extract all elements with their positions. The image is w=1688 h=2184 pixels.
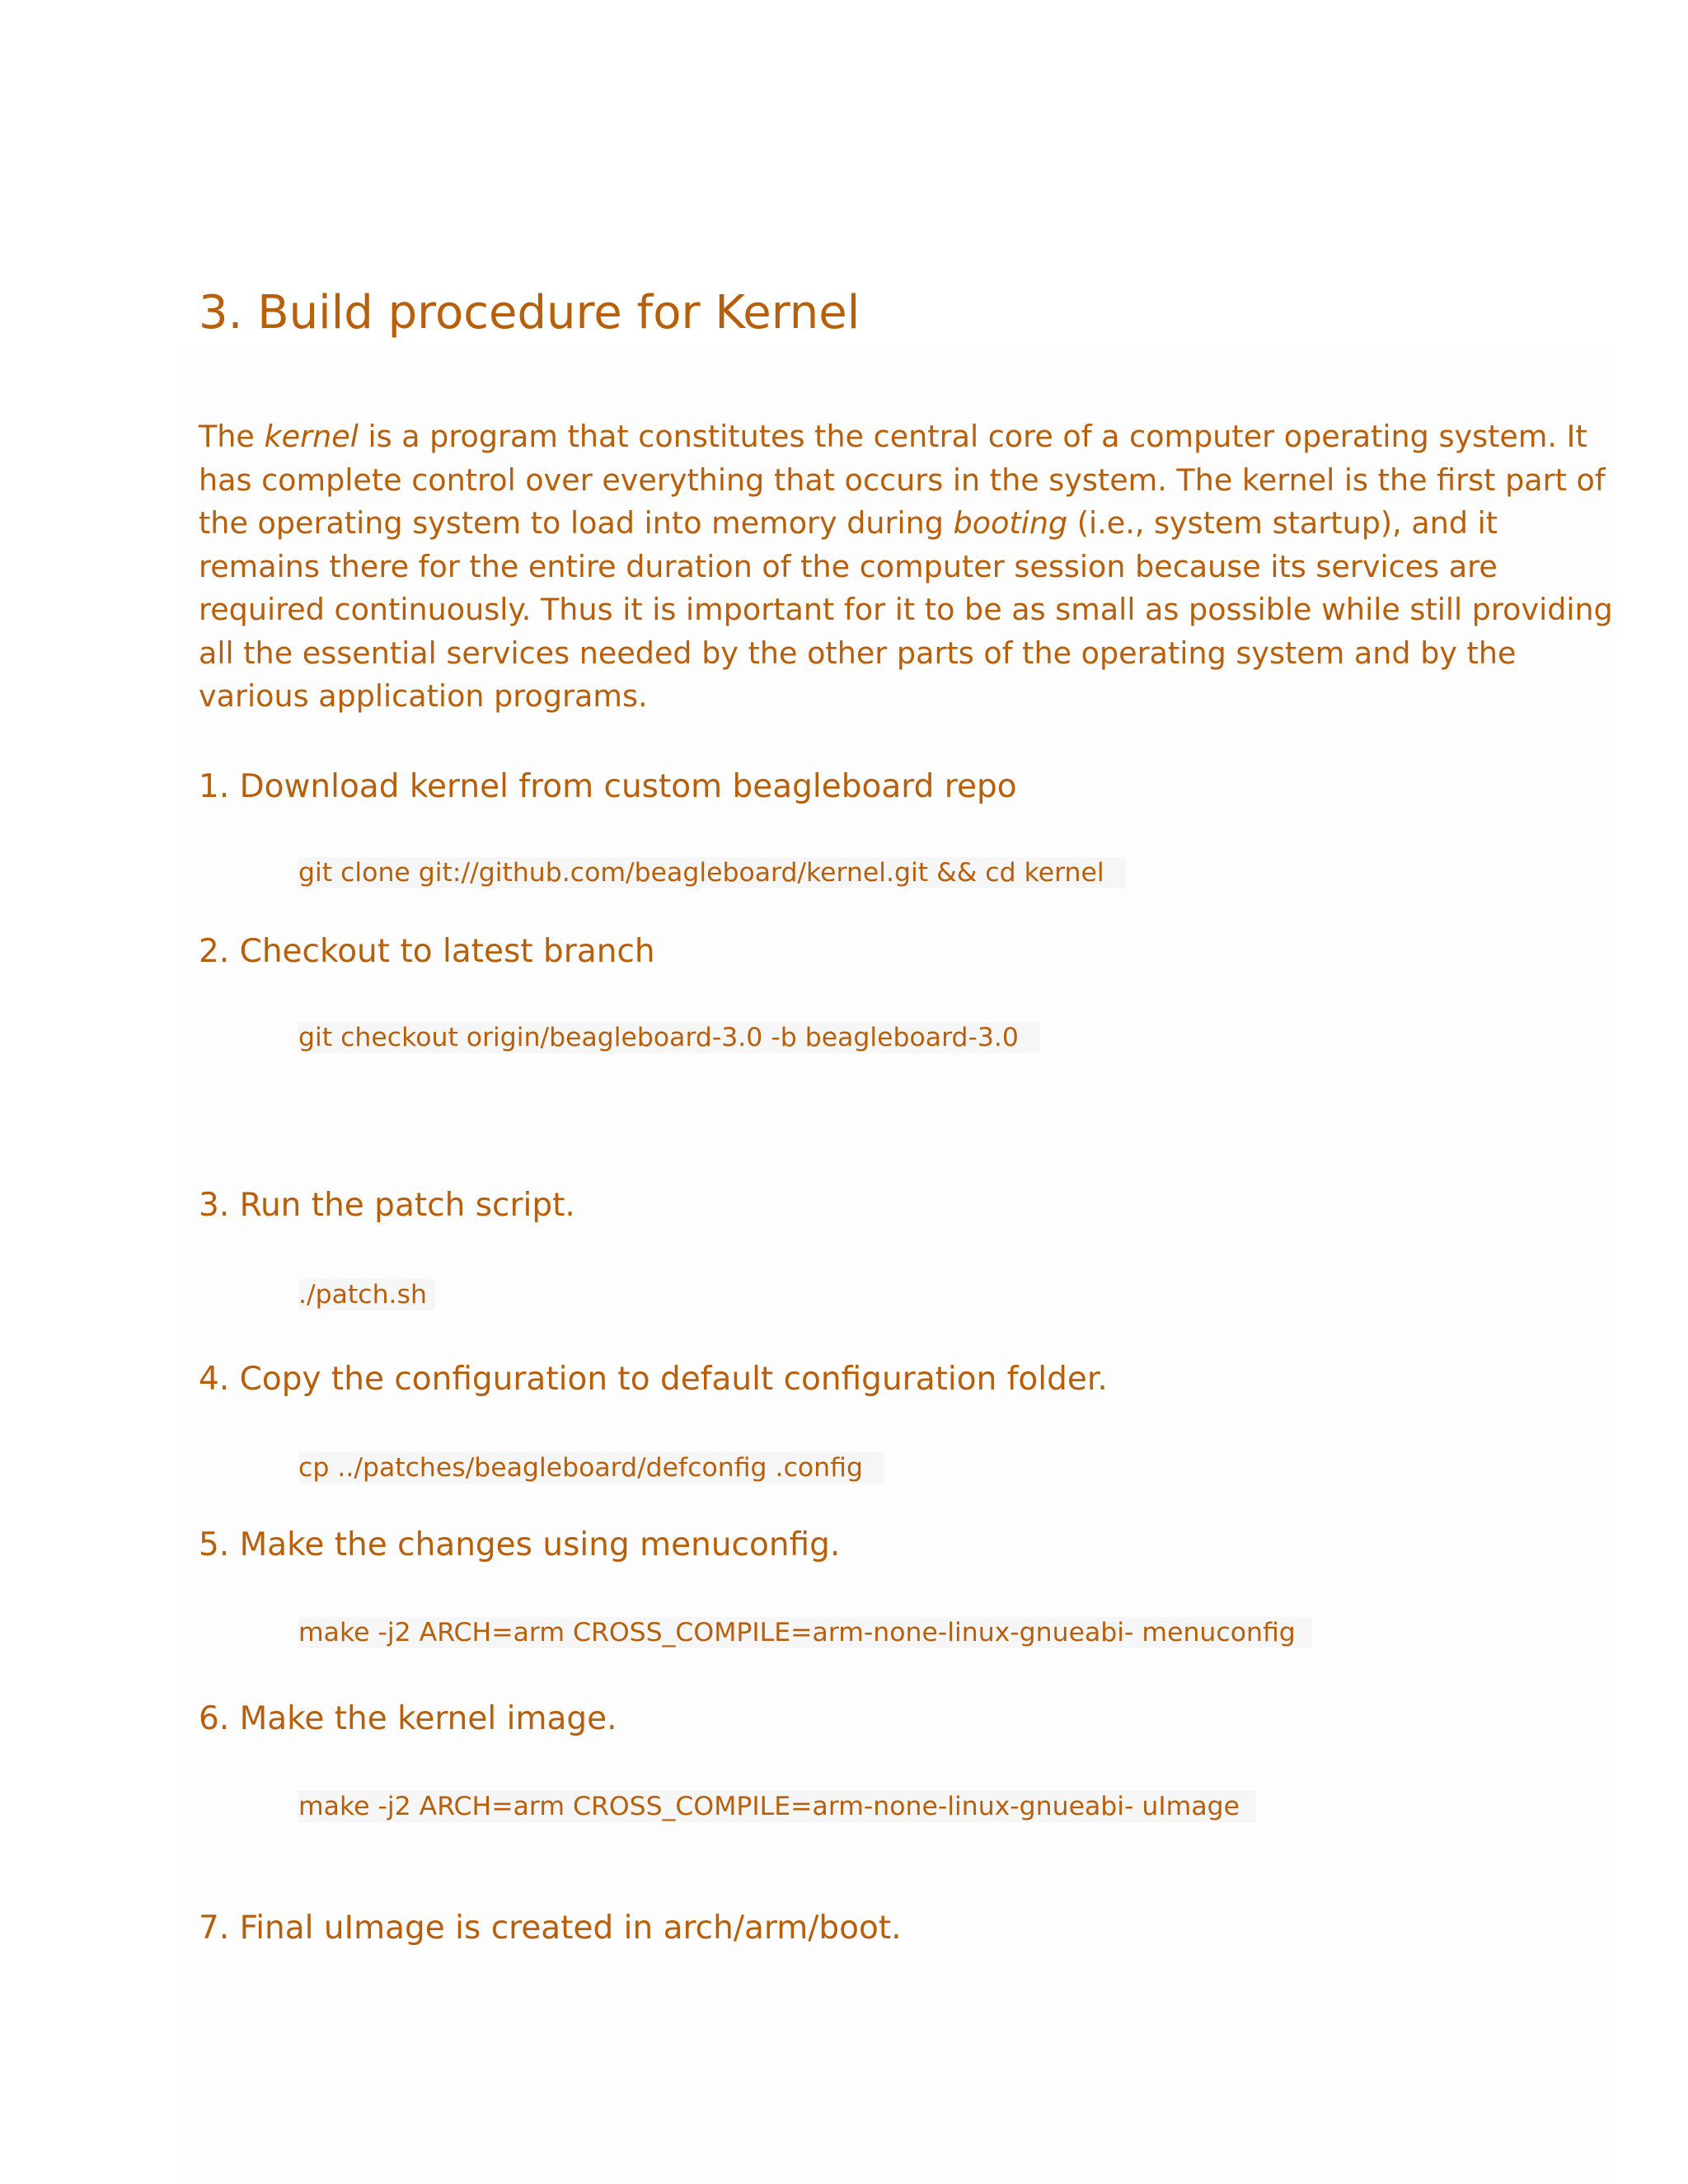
intro-emphasis-booting: booting	[953, 505, 1068, 541]
step-1-label: 1. Download kernel from custom beagleboard repo	[199, 768, 1017, 805]
step-6-label: 6. Make the kernel image.	[199, 1700, 617, 1737]
step-3-command[interactable]: ./patch.sh	[298, 1279, 435, 1310]
intro-paragraph	[199, 415, 1625, 719]
intro-text-2: is a program that constitutes the central core of a computer operating system. It has complete control over everything that occurs in the system. The kernel is the first part of the operating system to load into memory during	[199, 419, 1606, 541]
step-2-command[interactable]: git checkout origin/beagleboard-3.0 -b beagleboard-3.0	[298, 1022, 1040, 1053]
intro-text-3: (i.e., system startup), and it remains there for the entire duration of the computer session because its services are required continuously. Thus it is important for it to be as small as possible while still providing all the essential services needed by the other parts of the operating system and by the various application programs.	[199, 505, 1613, 714]
step-4-command[interactable]: cp ../patches/beagleboard/defconfig .config	[298, 1452, 884, 1483]
step-4-label: 4. Copy the configuration to default configuration folder.	[199, 1361, 1108, 1398]
step-2-label: 2. Checkout to latest branch	[199, 933, 655, 970]
step-1-command[interactable]: git clone git://github.com/beagleboard/kernel.git && cd kernel	[298, 857, 1126, 888]
step-5-command[interactable]: make -j2 ARCH=arm CROSS_COMPILE=arm-none-linux-gnueabi- menuconfig	[298, 1617, 1312, 1648]
intro-emphasis-kernel: kernel	[264, 419, 359, 454]
step-5-label: 5. Make the changes using menuconfig.	[199, 1526, 841, 1563]
step-7-label: 7. Final uImage is created in arch/arm/boot.	[199, 1910, 902, 1947]
step-3-label: 3. Run the patch script.	[199, 1187, 575, 1224]
section-heading: 3. Build procedure for Kernel	[199, 286, 860, 340]
intro-text-1: The	[199, 419, 265, 454]
step-6-command[interactable]: make -j2 ARCH=arm CROSS_COMPILE=arm-none-linux-gnueabi- uImage	[298, 1791, 1256, 1822]
